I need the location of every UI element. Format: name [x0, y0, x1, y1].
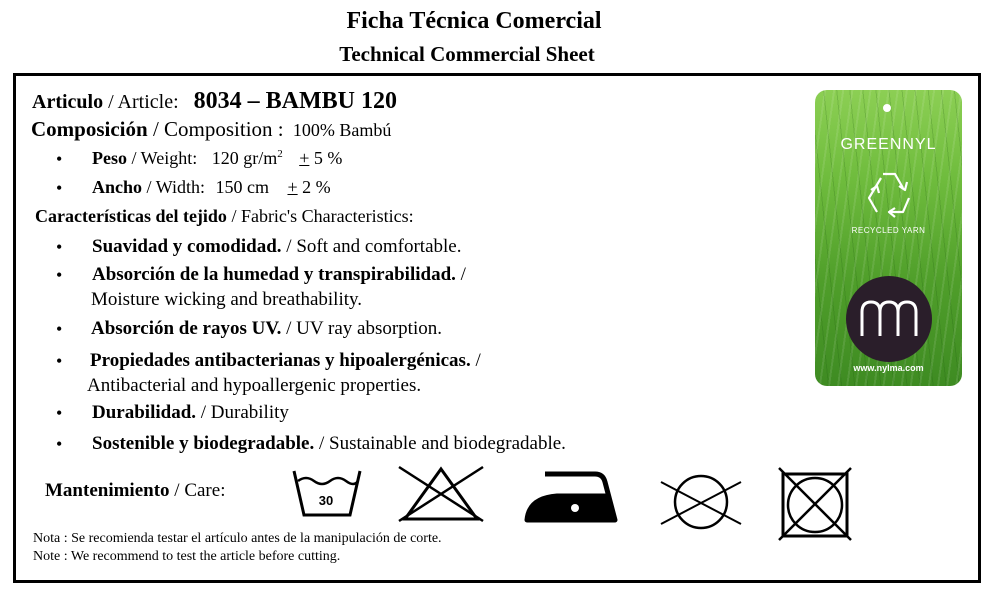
composition-value: 100% Bambú [292, 120, 392, 140]
characteristics-heading-es: Características del tejido [35, 206, 227, 226]
brand-logo [846, 276, 932, 362]
care-label [45, 480, 225, 502]
note-en: Note : We recommend to test the article before cutting. [33, 549, 341, 564]
spec-width [92, 177, 331, 198]
tag-hole [883, 104, 891, 112]
characteristic-en: / Durability [196, 402, 289, 423]
bullet-icon: • [56, 403, 63, 423]
page-subtitle: Technical Commercial Sheet [339, 42, 595, 66]
characteristic-translation: Moisture wicking and breathability. [91, 289, 363, 310]
characteristic-en: / Sustainable and biodegradable. [314, 433, 566, 454]
spec-label-es: Ancho [92, 177, 143, 197]
bullet-icon: • [56, 265, 63, 285]
composition-row [31, 117, 391, 142]
article-row [32, 88, 397, 115]
characteristic-item [92, 433, 566, 455]
spec-weight [92, 148, 342, 169]
page-title: Ficha Técnica Comercial [346, 8, 602, 34]
bullet-icon: • [56, 434, 63, 454]
no-tumble-dry-icon [657, 474, 745, 530]
bullet-icon: • [56, 351, 63, 371]
bullet-icon: • [56, 319, 63, 339]
characteristic-en: / [455, 264, 466, 285]
no-dry-clean-icon [777, 466, 853, 542]
characteristic-en: / [470, 350, 481, 371]
spec-label-en: / Width: [142, 177, 205, 197]
characteristic-item [92, 264, 466, 286]
article-label-en: / Article: [103, 91, 179, 113]
spec-label-en: / Weight: [127, 148, 198, 168]
characteristic-item [91, 318, 442, 340]
recycle-icon [861, 168, 917, 224]
characteristic-item [92, 402, 289, 424]
spec-tolerance: 5 % [313, 148, 343, 168]
composition-label-es: Composición [31, 117, 148, 141]
hang-tag-image [815, 90, 962, 386]
characteristics-heading-en: / Fabric's Characteristics: [226, 206, 414, 226]
spec-label-es: Peso [92, 148, 127, 168]
bullet-icon: • [56, 149, 63, 169]
article-value: 8034 – BAMBU 120 [193, 88, 397, 114]
spec-value: 120 gr/m [211, 148, 278, 168]
characteristic-es: Absorción de la humedad y transpirabilidad. [92, 264, 456, 285]
spec-tolerance: 2 % [302, 177, 331, 197]
iron-low-icon [523, 470, 619, 524]
tag-website: www.nylma.com [853, 363, 924, 373]
characteristic-en: / Soft and comfortable. [281, 236, 462, 257]
care-label-en: / Care: [169, 480, 226, 501]
tag-subtitle: RECYCLED YARN [851, 226, 926, 235]
note-es: Nota : Se recomienda testar el artículo antes de la manipulación de corte. [33, 531, 442, 546]
characteristic-translation: Antibacterial and hypoallergenic properties. [87, 375, 422, 396]
wash-30-icon [290, 465, 364, 523]
characteristic-es: Absorción de rayos UV. [91, 318, 282, 339]
mm-logo-icon [846, 276, 932, 362]
tolerance-sign: + [287, 177, 298, 197]
characteristic-es: Sostenible y biodegradable. [92, 433, 315, 454]
characteristic-item [92, 236, 461, 258]
characteristic-en: / UV ray absorption. [281, 318, 442, 339]
bullet-icon: • [56, 237, 63, 257]
characteristics-heading [35, 206, 414, 227]
tag-brand: GREENNYL [840, 136, 937, 153]
composition-label-en: / Composition : [147, 117, 284, 141]
care-label-es: Mantenimiento [45, 480, 170, 501]
tolerance-sign: + [299, 148, 310, 168]
characteristic-es: Propiedades antibacterianas y hipoalergénicas. [90, 350, 471, 371]
wash-temperature: 30 [318, 493, 334, 508]
bullet-icon: • [56, 178, 63, 198]
no-bleach-icon [395, 463, 487, 525]
spec-superscript: 2 [277, 148, 283, 160]
spec-value: 150 cm [215, 177, 269, 197]
article-label-es: Articulo [32, 91, 104, 113]
characteristic-es: Suavidad y comodidad. [92, 236, 282, 257]
characteristic-item [90, 350, 481, 372]
characteristic-es: Durabilidad. [92, 402, 197, 423]
